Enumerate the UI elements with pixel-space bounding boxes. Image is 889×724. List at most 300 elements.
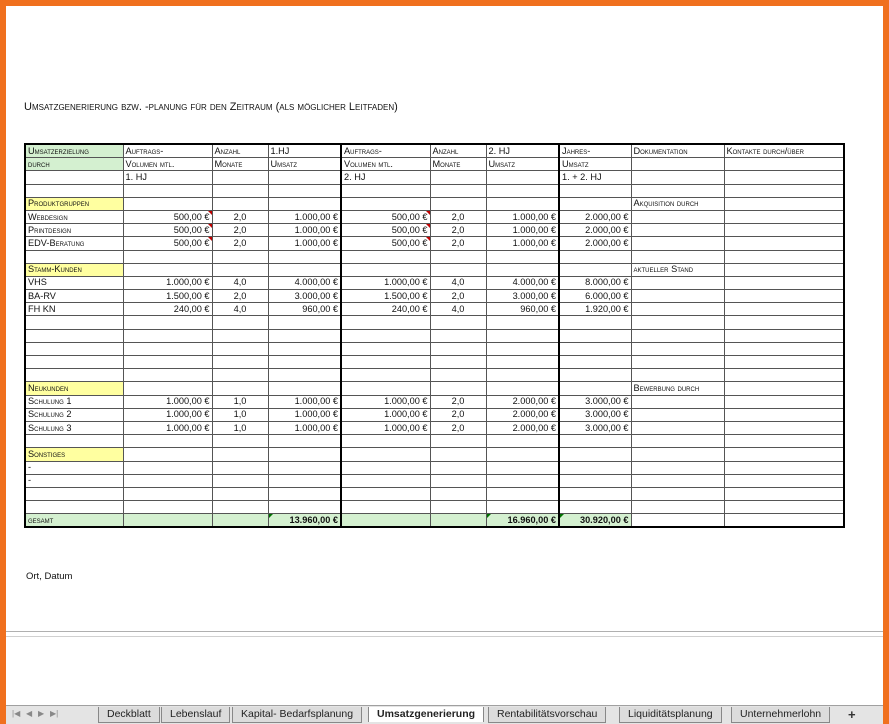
revenue-h2[interactable]: 2.000,00 € [486,421,559,434]
empty-cell[interactable] [25,329,123,342]
section-label[interactable]: Sonstiges [25,448,123,461]
section-label[interactable]: Produktgruppen [25,197,123,210]
next-sheet-icon[interactable]: ▶ [38,709,45,718]
row-name[interactable]: Schulung 2 [25,408,123,421]
revenue-h2[interactable]: 3.000,00 € [486,290,559,303]
empty-cell[interactable] [486,329,559,342]
revenue-year[interactable]: 3.000,00 € [559,395,631,408]
revenue-year[interactable]: 1.920,00 € [559,303,631,316]
empty-cell[interactable] [123,316,212,329]
empty-cell[interactable] [724,276,844,289]
months-h2[interactable]: 4,0 [430,303,486,316]
months-h1[interactable]: 1,0 [212,421,268,434]
empty-cell[interactable] [631,369,724,382]
tab-lebenslauf[interactable]: Lebenslauf [161,707,230,723]
revenue-h1[interactable]: 1.000,00 € [268,395,341,408]
empty-cell[interactable] [123,448,212,461]
empty-cell[interactable] [631,408,724,421]
empty-cell[interactable] [123,250,212,263]
volume-h2[interactable]: 1.000,00 € [341,276,430,289]
empty-cell[interactable] [631,276,724,289]
revenue-table[interactable] [24,143,845,528]
empty-cell[interactable] [724,421,844,434]
empty-cell[interactable] [123,197,212,210]
empty-cell[interactable] [724,329,844,342]
empty-cell[interactable] [212,435,268,448]
revenue-h1[interactable]: 1.000,00 € [268,210,341,223]
empty-cell[interactable] [212,501,268,514]
revenue-year[interactable]: 6.000,00 € [559,290,631,303]
empty-cell[interactable] [486,184,559,197]
header-cell[interactable] [268,171,341,184]
empty-cell[interactable] [268,501,341,514]
header-cell[interactable]: Umsatz [486,158,559,171]
revenue-h1[interactable]: 3.000,00 € [268,290,341,303]
row-name[interactable]: - [25,474,123,487]
empty-cell[interactable] [123,382,212,395]
empty-cell[interactable] [212,448,268,461]
total-h2[interactable]: 16.960,00 € [486,514,559,528]
empty-cell[interactable] [631,224,724,237]
empty-cell[interactable] [724,487,844,500]
months-h1[interactable]: 2,0 [212,210,268,223]
empty-cell[interactable] [724,237,844,250]
doc-note[interactable] [631,448,724,461]
empty-cell[interactable] [559,263,631,276]
empty-cell[interactable] [268,448,341,461]
revenue-year[interactable] [559,474,631,487]
empty-cell[interactable] [559,435,631,448]
header-cell[interactable]: 1.HJ [268,144,341,158]
empty-cell[interactable] [631,342,724,355]
revenue-h1[interactable]: 1.000,00 € [268,224,341,237]
empty-cell[interactable] [268,382,341,395]
doc-note[interactable]: Akquisition durch [631,197,724,210]
doc-note[interactable]: aktueller Stand [631,263,724,276]
header-cell[interactable] [724,171,844,184]
empty-cell[interactable] [430,356,486,369]
empty-cell[interactable] [123,356,212,369]
header-cell[interactable]: Jahres- [559,144,631,158]
months-h1[interactable]: 2,0 [212,290,268,303]
tab-unternehmerlohn[interactable]: Unternehmerlohn [731,707,830,723]
volume-h2[interactable]: 1.000,00 € [341,395,430,408]
revenue-h2[interactable]: 1.000,00 € [486,237,559,250]
volume-h2[interactable]: 240,00 € [341,303,430,316]
empty-cell[interactable] [631,237,724,250]
empty-cell[interactable] [430,369,486,382]
empty-cell[interactable] [724,197,844,210]
empty-cell[interactable] [631,421,724,434]
empty-cell[interactable] [123,369,212,382]
doc-note[interactable]: Bewerbung durch [631,382,724,395]
empty-cell[interactable] [631,395,724,408]
empty-cell[interactable] [268,316,341,329]
header-cell[interactable]: Kontakte durch/über [724,144,844,158]
row-name[interactable]: Webdesign [25,210,123,223]
empty-cell[interactable] [559,501,631,514]
revenue-year[interactable]: 8.000,00 € [559,276,631,289]
empty-cell[interactable] [430,448,486,461]
empty-cell[interactable] [559,448,631,461]
revenue-h2[interactable]: 2.000,00 € [486,408,559,421]
header-cell[interactable]: Umsatz [559,158,631,171]
months-h2[interactable]: 2,0 [430,395,486,408]
total-h1[interactable]: 13.960,00 € [268,514,341,528]
empty-cell[interactable] [724,250,844,263]
volume-h1[interactable]: 500,00 € [123,224,212,237]
tab-umsatzgenerierung[interactable]: Umsatzgenerierung [368,707,484,722]
empty-cell[interactable] [724,501,844,514]
empty-cell[interactable] [486,342,559,355]
header-cell[interactable]: 2. HJ [341,171,430,184]
empty-cell[interactable] [724,224,844,237]
empty-cell[interactable] [430,329,486,342]
row-name[interactable]: FH KN [25,303,123,316]
empty-cell[interactable] [25,250,123,263]
revenue-h2[interactable]: 1.000,00 € [486,210,559,223]
revenue-h1[interactable] [268,461,341,474]
header-cell[interactable]: Anzahl [212,144,268,158]
empty-cell[interactable] [559,382,631,395]
empty-cell[interactable] [724,461,844,474]
header-cell[interactable]: Anzahl [430,144,486,158]
months-h1[interactable]: 4,0 [212,276,268,289]
empty-cell[interactable] [559,329,631,342]
revenue-h2[interactable]: 960,00 € [486,303,559,316]
empty-cell[interactable] [268,184,341,197]
empty-cell[interactable] [268,197,341,210]
empty-cell[interactable] [341,250,430,263]
header-cell[interactable]: 2. HJ [486,144,559,158]
header-cell[interactable]: durch [25,158,123,171]
empty-cell[interactable] [430,316,486,329]
header-cell[interactable]: Auftrags- [341,144,430,158]
revenue-h1[interactable] [268,474,341,487]
header-cell[interactable] [430,171,486,184]
row-name[interactable]: EDV-Beratung [25,237,123,250]
header-cell[interactable] [486,171,559,184]
empty-cell[interactable] [123,514,212,528]
months-h1[interactable]: 4,0 [212,303,268,316]
volume-h1[interactable] [123,474,212,487]
months-h1[interactable]: 1,0 [212,395,268,408]
empty-cell[interactable] [631,487,724,500]
months-h2[interactable]: 2,0 [430,421,486,434]
volume-h1[interactable]: 1.000,00 € [123,408,212,421]
last-sheet-icon[interactable]: ▶| [50,709,59,718]
row-name[interactable]: - [25,461,123,474]
empty-cell[interactable] [559,342,631,355]
header-cell[interactable]: Monate [212,158,268,171]
empty-cell[interactable] [559,184,631,197]
header-cell[interactable]: Monate [430,158,486,171]
empty-cell[interactable] [724,514,844,528]
empty-cell[interactable] [486,250,559,263]
empty-cell[interactable] [631,501,724,514]
empty-cell[interactable] [559,487,631,500]
empty-cell[interactable] [212,316,268,329]
revenue-year[interactable]: 2.000,00 € [559,210,631,223]
empty-cell[interactable] [268,435,341,448]
empty-cell[interactable] [212,369,268,382]
months-h1[interactable]: 1,0 [212,408,268,421]
total-label[interactable]: gesamt [25,514,123,528]
empty-cell[interactable] [724,356,844,369]
months-h2[interactable]: 2,0 [430,210,486,223]
empty-cell[interactable] [631,303,724,316]
empty-cell[interactable] [486,501,559,514]
empty-cell[interactable] [123,329,212,342]
empty-cell[interactable] [341,184,430,197]
empty-cell[interactable] [430,382,486,395]
empty-cell[interactable] [486,435,559,448]
revenue-h2[interactable] [486,474,559,487]
volume-h2[interactable]: 1.000,00 € [341,421,430,434]
row-name[interactable]: BA-RV [25,290,123,303]
empty-cell[interactable] [25,487,123,500]
empty-cell[interactable] [724,263,844,276]
empty-cell[interactable] [486,487,559,500]
empty-cell[interactable] [268,356,341,369]
volume-h2[interactable]: 500,00 € [341,237,430,250]
months-h2[interactable] [430,461,486,474]
row-name[interactable]: Schulung 1 [25,395,123,408]
empty-cell[interactable] [559,197,631,210]
empty-cell[interactable] [631,329,724,342]
empty-cell[interactable] [631,461,724,474]
volume-h1[interactable]: 1.000,00 € [123,421,212,434]
empty-cell[interactable] [631,435,724,448]
empty-cell[interactable] [341,487,430,500]
empty-cell[interactable] [631,514,724,528]
spreadsheet-area[interactable] [6,6,883,631]
empty-cell[interactable] [341,329,430,342]
empty-cell[interactable] [430,263,486,276]
volume-h1[interactable]: 1.000,00 € [123,276,212,289]
empty-cell[interactable] [724,342,844,355]
empty-cell[interactable] [631,250,724,263]
empty-cell[interactable] [268,250,341,263]
volume-h1[interactable]: 1.000,00 € [123,395,212,408]
header-cell[interactable]: Umsatz [268,158,341,171]
revenue-h1[interactable]: 4.000,00 € [268,276,341,289]
empty-cell[interactable] [341,501,430,514]
empty-cell[interactable] [559,316,631,329]
empty-cell[interactable] [631,356,724,369]
row-name[interactable]: VHS [25,276,123,289]
header-cell[interactable] [631,171,724,184]
revenue-h2[interactable]: 4.000,00 € [486,276,559,289]
empty-cell[interactable] [430,184,486,197]
empty-cell[interactable] [486,356,559,369]
months-h2[interactable] [430,474,486,487]
empty-cell[interactable] [212,263,268,276]
empty-cell[interactable] [724,395,844,408]
volume-h1[interactable]: 500,00 € [123,210,212,223]
empty-cell[interactable] [631,474,724,487]
revenue-h1[interactable]: 960,00 € [268,303,341,316]
empty-cell[interactable] [724,369,844,382]
volume-h1[interactable]: 500,00 € [123,237,212,250]
revenue-h1[interactable]: 1.000,00 € [268,237,341,250]
empty-cell[interactable] [123,435,212,448]
volume-h2[interactable] [341,461,430,474]
empty-cell[interactable] [341,263,430,276]
empty-cell[interactable] [123,501,212,514]
empty-cell[interactable] [341,514,430,528]
empty-cell[interactable] [212,487,268,500]
row-name[interactable]: Printdesign [25,224,123,237]
months-h1[interactable]: 2,0 [212,237,268,250]
prev-sheet-icon[interactable]: ◀ [26,709,33,718]
empty-cell[interactable] [268,342,341,355]
empty-cell[interactable] [559,369,631,382]
empty-cell[interactable] [123,263,212,276]
empty-cell[interactable] [430,487,486,500]
header-cell[interactable]: Umsatzerzielung [25,144,123,158]
volume-h2[interactable]: 500,00 € [341,210,430,223]
header-cell[interactable]: 1. HJ [123,171,212,184]
section-label[interactable]: Stamm-Kunden [25,263,123,276]
empty-cell[interactable] [430,514,486,528]
empty-cell[interactable] [25,369,123,382]
empty-cell[interactable] [631,210,724,223]
revenue-h1[interactable]: 1.000,00 € [268,408,341,421]
empty-cell[interactable] [212,514,268,528]
header-cell[interactable] [25,171,123,184]
header-cell[interactable] [724,158,844,171]
tab-liquiditaetsplanung[interactable]: Liquiditätsplanung [619,707,722,723]
empty-cell[interactable] [341,382,430,395]
empty-cell[interactable] [25,342,123,355]
header-cell[interactable]: Volumen mtl. [123,158,212,171]
empty-cell[interactable] [268,263,341,276]
empty-cell[interactable] [724,316,844,329]
empty-cell[interactable] [430,197,486,210]
empty-cell[interactable] [631,184,724,197]
empty-cell[interactable] [123,184,212,197]
revenue-year[interactable]: 3.000,00 € [559,421,631,434]
empty-cell[interactable] [430,501,486,514]
empty-cell[interactable] [724,474,844,487]
empty-cell[interactable] [486,382,559,395]
empty-cell[interactable] [341,316,430,329]
empty-cell[interactable] [25,435,123,448]
empty-cell[interactable] [123,342,212,355]
header-cell[interactable]: Dokumentation [631,144,724,158]
volume-h2[interactable]: 1.500,00 € [341,290,430,303]
revenue-year[interactable]: 2.000,00 € [559,237,631,250]
empty-cell[interactable] [25,501,123,514]
empty-cell[interactable] [268,329,341,342]
header-cell[interactable]: Volumen mtl. [341,158,430,171]
empty-cell[interactable] [724,303,844,316]
add-sheet-icon[interactable]: + [848,707,856,722]
empty-cell[interactable] [486,369,559,382]
empty-cell[interactable] [430,342,486,355]
empty-cell[interactable] [25,316,123,329]
empty-cell[interactable] [341,197,430,210]
volume-h2[interactable] [341,474,430,487]
empty-cell[interactable] [212,382,268,395]
empty-cell[interactable] [486,197,559,210]
empty-cell[interactable] [724,290,844,303]
empty-cell[interactable] [341,435,430,448]
empty-cell[interactable] [724,184,844,197]
first-sheet-icon[interactable]: |◀ [12,709,21,718]
volume-h2[interactable]: 500,00 € [341,224,430,237]
volume-h1[interactable]: 240,00 € [123,303,212,316]
empty-cell[interactable] [631,290,724,303]
empty-cell[interactable] [341,448,430,461]
revenue-year[interactable]: 3.000,00 € [559,408,631,421]
empty-cell[interactable] [268,369,341,382]
empty-cell[interactable] [486,448,559,461]
empty-cell[interactable] [486,316,559,329]
revenue-h2[interactable]: 2.000,00 € [486,395,559,408]
empty-cell[interactable] [212,184,268,197]
empty-cell[interactable] [341,356,430,369]
empty-cell[interactable] [25,184,123,197]
volume-h1[interactable]: 1.500,00 € [123,290,212,303]
empty-cell[interactable] [724,448,844,461]
empty-cell[interactable] [724,408,844,421]
months-h2[interactable]: 4,0 [430,276,486,289]
empty-cell[interactable] [724,382,844,395]
section-label[interactable]: Neukunden [25,382,123,395]
empty-cell[interactable] [341,369,430,382]
tab-kapital-bedarfsplanung[interactable]: Kapital- Bedarfsplanung [232,707,362,723]
revenue-year[interactable] [559,461,631,474]
header-cell[interactable] [212,171,268,184]
empty-cell[interactable] [430,250,486,263]
revenue-h2[interactable] [486,461,559,474]
revenue-h1[interactable]: 1.000,00 € [268,421,341,434]
months-h2[interactable]: 2,0 [430,408,486,421]
empty-cell[interactable] [341,342,430,355]
empty-cell[interactable] [268,487,341,500]
tab-rentabilitaetsvorschau[interactable]: Rentabilitätsvorschau [488,707,606,723]
months-h1[interactable] [212,461,268,474]
months-h2[interactable]: 2,0 [430,237,486,250]
row-name[interactable]: Schulung 3 [25,421,123,434]
revenue-year[interactable]: 2.000,00 € [559,224,631,237]
empty-cell[interactable] [212,197,268,210]
empty-cell[interactable] [631,316,724,329]
tab-deckblatt[interactable]: Deckblatt [98,707,160,723]
empty-cell[interactable] [559,356,631,369]
empty-cell[interactable] [212,250,268,263]
empty-cell[interactable] [559,250,631,263]
volume-h2[interactable]: 1.000,00 € [341,408,430,421]
total-year[interactable]: 30.920,00 € [559,514,631,528]
volume-h1[interactable] [123,461,212,474]
empty-cell[interactable] [724,435,844,448]
revenue-h2[interactable]: 1.000,00 € [486,224,559,237]
empty-cell[interactable] [486,263,559,276]
header-cell[interactable] [631,158,724,171]
empty-cell[interactable] [724,210,844,223]
empty-cell[interactable] [212,356,268,369]
header-cell[interactable]: 1. + 2. HJ [559,171,631,184]
months-h2[interactable]: 2,0 [430,290,486,303]
header-cell[interactable]: Auftrags- [123,144,212,158]
empty-cell[interactable] [430,435,486,448]
months-h1[interactable]: 2,0 [212,224,268,237]
months-h1[interactable] [212,474,268,487]
empty-cell[interactable] [25,356,123,369]
